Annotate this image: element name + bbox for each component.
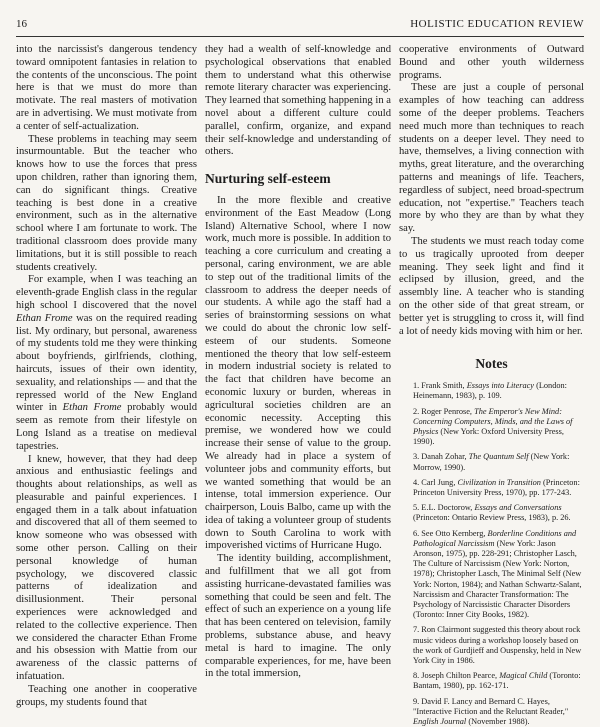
journal-title: HOLISTIC EDUCATION REVIEW [410,18,584,30]
note-item [411,671,584,691]
note-title: Essays into Literacy [466,381,534,391]
note-title: The Quantum Self [468,452,529,462]
note-item [411,478,584,498]
note-item [411,407,584,448]
note-text: (Princeton: Ontario Review Press, 1983), p. 26. [413,513,571,523]
paragraph: cooperative environments of Outward Bound and other youth wilderness programs. [399,44,584,81]
text-column-3 [399,44,584,727]
paragraph: The identity building, accomplishment, and fulfillment that we all got from assisting hurricane-devastated families was something that could be seen and felt. The effect of such an experience on a young life that has been centered on television, family problems, substance abuse, and heavy metal is hard to imagine. The only comparable experiences, for me, have been in the total immersion, [205,553,391,680]
text-run: was on the required reading list. My ordinary, but personal, awareness of my students told me they were thinking about boyfriends, girlfriends, clothing, haircuts, issues of their own identity, sexuality, and relationships — and that the repressed world of the New England winter in [16,312,197,414]
note-text: (London: Heinemann, 1983), p. 109. [413,381,567,401]
note-text: 8. Joseph Chilton Pearce, [413,671,500,681]
note-text: 1. Frank Smith, [413,381,467,391]
note-title: English Journal [413,717,467,727]
paragraph [16,274,197,453]
text-column-1 [16,44,197,710]
note-text: (Princeton: Princeton University Press, 1970), pp. 177-243. [413,477,580,497]
note-item [411,625,584,666]
note-text: 5. E.L. Doctorow, [413,503,475,513]
paragraph: These problems in teaching may seem insurmountable. But the teacher who knows how to use the forces that press upon children, rather than ignoring them, can do significant things. Creative teaching is best done in a creative environment, such as in the alternative school where I am fortunate to work. The traditional classroom does provide many limitations, but it is still possible to reach students creatively. [16,133,197,273]
note-title: The Emperor's New Mind: Concerning Computers, Minds, and the Laws of Physics [413,406,573,436]
text-run: For example, when I was teaching an eleventh-grade English class in the regular high school I discovered that the novel [16,274,197,311]
note-text: (November 1988). [466,717,530,727]
note-text: (Toronto: Bantam, 1980), pp. 162-171. [413,671,581,691]
note-item [411,697,584,727]
note-text: 7. Ron Clairmont suggested this theory about rock music videos during a workshop loosely based on the work of Gurdjieff and Ouspensky, held in New York City in 1986. [413,625,582,665]
paragraph: they had a wealth of self-knowledge and psychological observations that enabled them to understand what this otherwise remote literary character was experiencing. They learned that something happening in a novel about a different culture could parallel, confirm, organize, and expand their self-knowledge and understanding of others. [205,44,391,158]
note-text: 4. Carl Jung, [413,477,458,487]
paragraph: Teaching one another in cooperative groups, my students found that [16,683,197,708]
header-rule [16,36,584,37]
paragraph: In the more flexible and creative environment of the East Meadow (Long Island) Alternative School, where I now work, much more is possible. In addition to teaching a core curriculum and creating a personal, caring environment, we are able to step out of the traditional limits of the classroom to address the deeper needs of our students. A while ago the staff had a series of brainstorming sessions on what we could do about the chronic low self-esteem of our students. Someone mentioned the theory that low self-esteem in modern industrial society is related to the fact that children have become an economic luxury or burden, whereas in agricultural societies children are an economic necessity. Accepting this premise, we wondered how we could increase their sense of value to the group. We already had in place a system of volunteer jobs and community efforts, but we wanted something that would be an intense, total immersion experience. Our chairperson, Louis Balbo, came up with the idea of taking a volunteer group of students down to South Carolina to work with impoverished victims of Hurricane Hugo. [205,194,391,552]
book-title: Ethan Frome [16,312,73,324]
book-title: Ethan Frome [62,402,122,414]
note-text: 3. Danah Zohar, [413,452,469,462]
paragraph: The students we must reach today come to us tragically uprooted from deeper meaning. They seek light and find it eclipsed by illusion, greed, and the assembly line. A teacher who is standing on the other side of that great stream, or better yet is struggling to cross it, will find a lot of needy kids moving with him or her. [399,235,584,337]
notes-heading: Notes [475,356,508,372]
note-text: (New York: Jason Aronson, 1975), pp. 228-291; Christopher Lasch, The Culture of Narcissism (New York: Norton, 1978); Christopher Lasch, The Minimal Self (New York: Norton, 1984); and Nathan Schwartz-Salant, Narcissism and Character Transformation: The Psychology of Narcissistic Character Disorders (Toronto: Inner City Books, 1982). [413,538,582,620]
note-title: Borderline Conditions and Pathological Narcissism [413,528,577,548]
note-title: Civilization in Transition [457,477,541,487]
note-item [411,503,584,523]
page-number: 16 [16,18,27,30]
note-text: 9. David F. Lancy and Bernard C. Hayes, "Interactive Fiction and the Reluctant Reader," [413,696,569,716]
note-title: Magical Child [499,671,548,681]
paragraph: These are just a couple of personal examples of how teaching can address some of the deeper problems. Teachers need much more than techniques to reach students on a deeper level. They need to have, themselves, a living connection with myths, great literature, and the overarching patterns and meanings of life. Teachers, regardless of subject, need broad-spectrum education, not "expertise." Teachers teach more by who they are than by what they say. [399,82,584,235]
section-heading: Nurturing self-esteem [205,171,331,187]
note-item [411,529,584,621]
paragraph: into the narcissist's dangerous tendency toward omnipotent fantasies in relation to the contents of the unconscious. The point here is that we must do more than motivate. The real masters of motivation are in advertising. We must motivate from a center of self-actualization. [16,44,197,132]
page-header [16,18,584,30]
text-run: probably would seem as remote from their lifestyle on Long Island as a treatise on medieval tapestries. [16,402,197,452]
note-text: 2. Roger Penrose, [413,406,475,416]
note-title: Essays and Conversations [474,503,562,513]
note-text: (New York: Morrow, 1990). [413,452,570,472]
note-text: 6. See Otto Kernberg, [413,528,488,538]
text-column-2 [205,44,391,710]
notes-list [399,381,584,727]
note-item [411,452,584,472]
note-item [411,381,584,401]
note-text: (New York: Oxford University Press, 1990). [413,426,564,447]
paragraph: I knew, however, that they had deep anxious and enthusiastic feelings and thoughts about relationships, as well as pleasurable and painful experiences. I engaged them in a talk about infatuation and discovered that all of them seemed to know someone who was obsessed with some other person. Calling on their personal knowledge of human psychology, we discovered classic patterns of idealization and disillusionment. Their personal experiences were acknowledged and related to the collective experience. Then we considered the character Ethan Frome and his obsession with Mattie from our awareness of the classic patterns of infatuation. [16,453,197,683]
